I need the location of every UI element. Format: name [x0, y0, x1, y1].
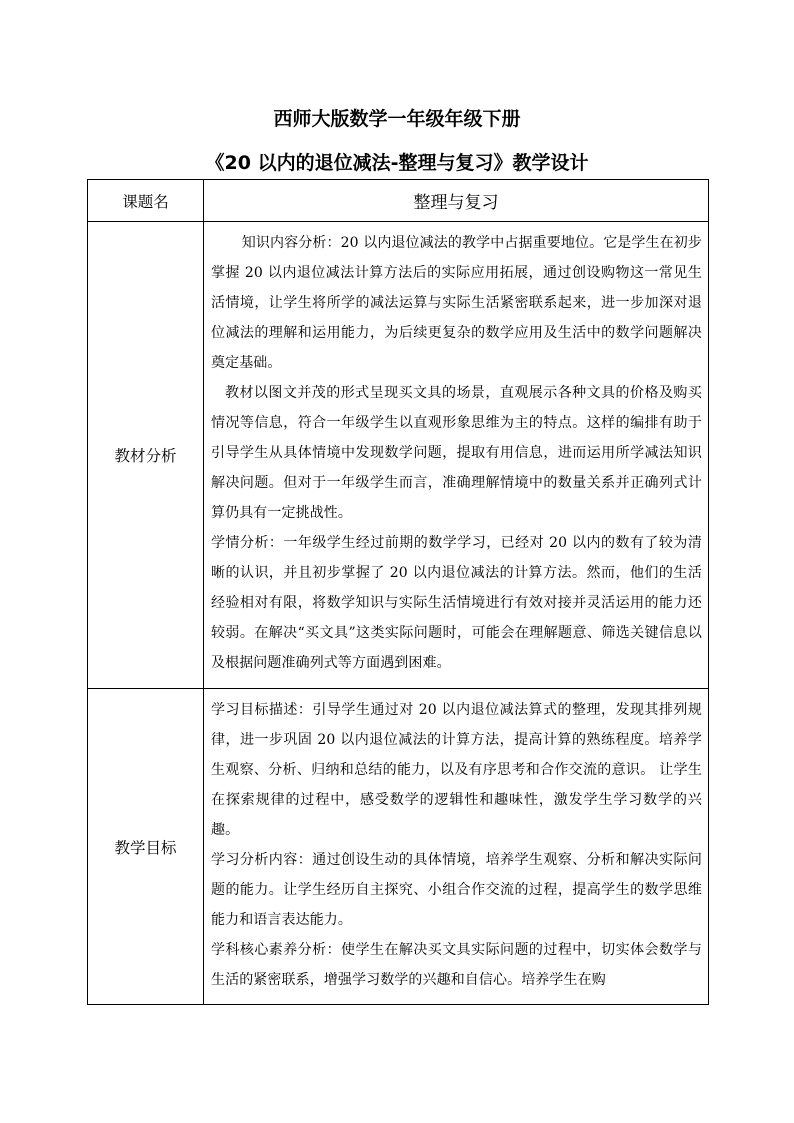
topic-label: 课题名: [88, 180, 204, 222]
goals-paragraph-analysis: 学习分析内容：通过创设生动的具体情境，培养学生观察、分析和解决实际问题的能力。让学生经历自主探究、小组合作交流的过程，提高学生的数学思维能力和语言表达能力。: [211, 852, 702, 928]
table-row: [88, 180, 709, 222]
analysis-paragraph-knowledge: 知识内容分析：20 以内退位减法的教学中占据重要地位。它是学生在初步掌握 20 以内退位减法计算方法后的实际应用拓展，通过创设购物这一常见生活情境，让学生将所学的减法运算与实际生活紧密联系起来，进一步加深对退位减法的理解和运用能力，为后续更复杂的数学应用及生活中的数学问题解决奠定基础。: [211, 235, 702, 371]
goals-paragraph-core-literacy: 学科核心素养分析：使学生在解决买文具实际问题的过程中，切实体会数学与生活的紧密联系，增强学习数学的兴趣和自信心。培养学生在购: [211, 942, 702, 988]
lesson-plan-table: [87, 179, 709, 1005]
analysis-paragraph-students: 学情分析：一年级学生经过前期的数学学习，已经对 20 以内的数有了较为清晰的认识，并且初步掌握了 20 以内退位减法的计算方法。然而，他们的生活经验相对有限，将数学知识与实际生活情境进行有效对接并灵活运用的能力还较弱。在解决“买文具”这类实际问题时，可能会在理解题意、筛选关键信息以及根据问题准确列式等方面遇到困难。: [211, 535, 702, 671]
goals-label: 教学目标: [88, 689, 204, 1005]
goals-content: [204, 689, 709, 1005]
document-title: 西师大版数学一年级年级下册: [273, 108, 521, 130]
table-row: [88, 222, 709, 689]
goals-paragraph-objectives: 学习目标描述：引导学生通过对 20 以内退位减法算式的整理，发现其排列规律，进一步巩固 20 以内退位减法的计算方法，提高计算的熟练程度。培养学生观察、分析、归纳和总结的能力，以及有序思考和合作交流的意识。 让学生在探索规律的过程中，感受数学的逻辑性和趣味性，激发学生学习数学的兴趣。: [211, 702, 702, 838]
analysis-content: [204, 222, 709, 689]
document-subtitle: 《20 以内的退位减法-整理与复习》教学设计: [205, 152, 589, 174]
table-row: [88, 689, 709, 1005]
analysis-label: 教材分析: [88, 222, 204, 689]
analysis-paragraph-textbook: 教材以图文并茂的形式呈现买文具的场景，直观展示各种文具的价格及购买情况等信息，符合一年级学生以直观形象思维为主的特点。这样的编排有助于引导学生从具体情境中发现数学问题，提取有用信息，进而运用所学减法知识解决问题。但对于一年级学生而言，准确理解情境中的数量关系并正确列式计算仍具有一定挑战性。: [211, 385, 702, 521]
topic-value: 整理与复习: [204, 180, 709, 222]
